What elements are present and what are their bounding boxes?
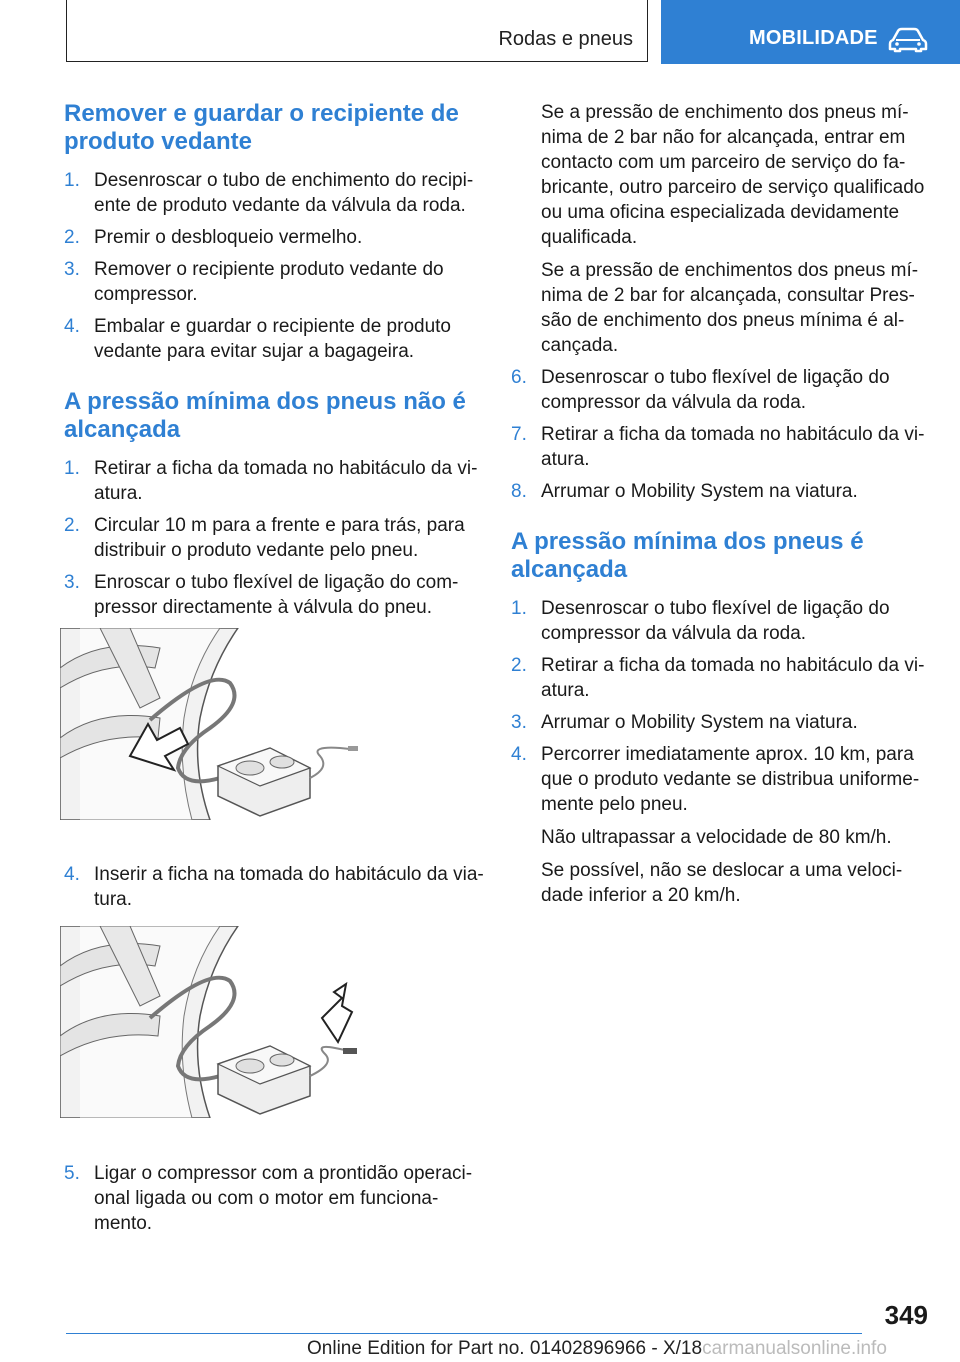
chapter-tab[interactable] <box>661 0 960 64</box>
footer-edition-text: Online Edition for Part no. 01402896966 - X/18 <box>307 1338 703 1359</box>
min-speed-note: Se possível, não se deslocar a uma velocidade inferior a 20 km/h. <box>541 860 903 906</box>
section-title-pressure-not-reached: A pressão mínima dos pneus não é alcançada <box>64 388 466 443</box>
list-item: 1. Desenroscar o tubo de enchimento do recipiente de produto vedante da válvula da roda. <box>64 170 474 216</box>
car-icon <box>888 27 928 53</box>
steps-pressure-reached <box>511 596 931 817</box>
left-step4-block <box>64 862 484 912</box>
section-title-pressure-reached: A pressão mínima dos pneus é alcançada <box>511 528 864 583</box>
header-section-title: Rodas e pneus <box>498 28 633 50</box>
list-item: 2. Circular 10 m para a frente e para trás, para distribuir o produto vedante pelo pneu. <box>64 515 465 561</box>
left-column <box>64 100 484 620</box>
list-item: 7. Retirar a ficha da tomada no habitáculo da viatura. <box>511 424 925 470</box>
list-item: 2. Premir o desbloqueio vermelho. <box>64 227 363 248</box>
list-item: 6. Desenroscar o tubo flexível de ligação do compressor da válvula da roda. <box>511 367 890 413</box>
page-number: 349 <box>884 1300 928 1330</box>
header-section-box <box>66 0 648 62</box>
list-item: 8. Arrumar o Mobility System na viatura. <box>511 481 858 502</box>
note-pressure-reached: Se a pressão de enchimentos dos pneus mínima de 2 bar for alcançada, consultar Pressão de enchimento dos pneus mínima é alcançada. <box>541 260 919 356</box>
steps-insert-plug <box>64 862 484 912</box>
watermark-brand: carmanualsonline.info <box>702 1338 887 1359</box>
list-item: 3. Arrumar o Mobility System na viatura. <box>511 712 858 733</box>
compressor-plug-illustration <box>60 926 360 1118</box>
list-item: 3. Remover o recipiente produto vedante do compressor. <box>64 259 444 305</box>
list-item: 5. Ligar o compressor com a prontidão operacional ligada ou com o motor em funcionamento. <box>64 1163 473 1234</box>
right-column <box>511 100 931 908</box>
chapter-tab-label: MOBILIDADE <box>749 27 878 49</box>
left-step5-block <box>64 1161 484 1236</box>
steps-continue <box>511 365 931 504</box>
steps-pressure-not-reached <box>64 456 484 620</box>
note-pressure-not-reached: Se a pressão de enchimento dos pneus mínima de 2 bar não for alcançada, entrar em contacto com um parceiro de serviço do fabricante, outro parceiro de serviço qualificado ou uma oficina especializada devidamente qualificada. <box>541 102 925 248</box>
compressor-valve-illustration <box>60 628 360 820</box>
list-item: 4. Embalar e guardar o recipiente de produto vedante para evitar sujar a bagageira. <box>64 316 452 362</box>
section-title-remove-sealant: Remover e guardar o recipiente de produto vedante <box>64 100 459 155</box>
steps-remove-sealant <box>64 168 484 364</box>
speed-limit-note: Não ultrapassar a velocidade de 80 km/h. <box>541 827 892 848</box>
list-item: 1. Desenroscar o tubo flexível de ligação do compressor da válvula da roda. <box>511 598 890 644</box>
list-item: 1. Retirar a ficha da tomada no habitáculo da viatura. <box>64 458 478 504</box>
list-item: 4. Percorrer imediatamente aprox. 10 km, para que o produto vedante se distribua uniformemente pelo pneu. <box>511 744 920 815</box>
list-item: 2. Retirar a ficha da tomada no habitáculo da viatura. <box>511 655 925 701</box>
footer-edition <box>307 1338 887 1360</box>
footer-divider <box>66 1333 862 1334</box>
steps-start-compressor <box>64 1161 484 1236</box>
list-item: 3. Enroscar o tubo flexível de ligação do compressor directamente à válvula do pneu. <box>64 572 459 618</box>
list-item: 4. Inserir a ficha na tomada do habitáculo da viatura. <box>64 864 484 910</box>
